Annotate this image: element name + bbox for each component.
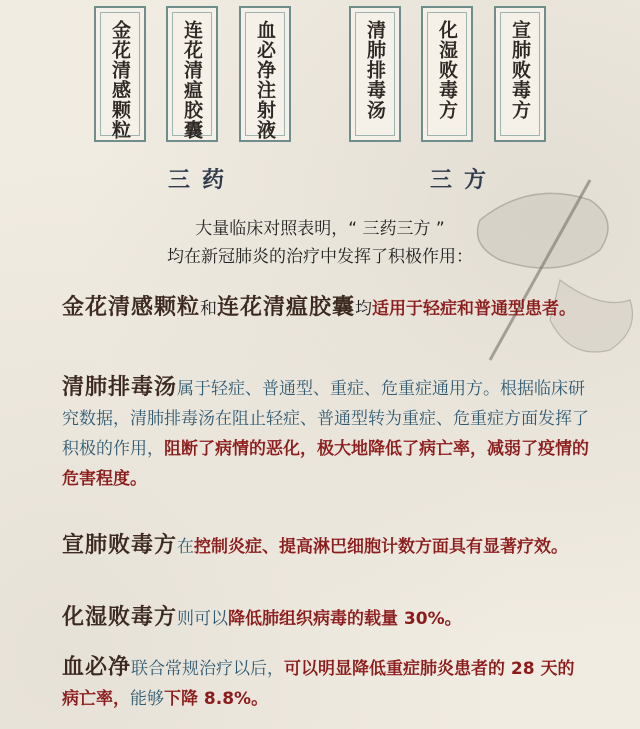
paragraph-qingfei	[62, 372, 590, 494]
drug-name: 化湿败毒方	[62, 604, 178, 630]
card-label: 血必净注射液	[254, 20, 276, 140]
card-label: 宣肺败毒方	[509, 20, 531, 120]
card-label: 化湿败毒方	[436, 20, 458, 120]
text: 属于轻症、普通型、重症、危重症通用方。根据临床研究数据，清肺排毒汤在阻止轻症、普通型转为重症、危重症方面发挥了积极的作用，	[62, 379, 589, 459]
paragraph-huashi	[62, 602, 590, 634]
label-three-drugs: 三药	[168, 167, 237, 193]
text: 联合常规治疗以后，	[131, 659, 285, 679]
card-qingfei	[349, 6, 401, 142]
text: 均	[355, 299, 373, 319]
text: 在	[177, 537, 195, 557]
paragraph-jinhua-lianhua	[62, 292, 590, 324]
highlight-text: 下降 8.8%。	[164, 689, 269, 709]
intro-line-1: 大量临床对照表明，“ 三药三方 ”	[195, 219, 445, 239]
drug-name: 血必净	[62, 654, 132, 680]
card-label: 清肺排毒汤	[364, 20, 386, 120]
card-huashi	[421, 6, 473, 142]
text: 则可以	[177, 609, 229, 629]
card-jinhua	[94, 6, 146, 142]
intro-line-2: 均在新冠肺炎的治疗中发挥了积极作用：	[167, 247, 473, 267]
paragraph-xuanfei	[62, 530, 590, 562]
paragraph-xuebijing	[62, 652, 590, 714]
drug-name: 连花清瘟胶囊	[217, 294, 356, 320]
drug-name: 宣肺败毒方	[62, 532, 178, 558]
highlight-text: 控制炎症、提高淋巴细胞计数方面具有显著疗效。	[194, 537, 569, 557]
text: 能够	[130, 689, 164, 709]
connector-text: 和	[200, 299, 218, 319]
card-label: 金花清感颗粒	[109, 20, 131, 140]
card-label: 连花清瘟胶囊	[181, 20, 203, 140]
highlight-text: 阻断了病情的恶化，极大地降低了病亡率，减弱了疫情的危害程度。	[62, 439, 589, 489]
card-xuanfei	[494, 6, 546, 142]
card-xuebijing	[239, 6, 291, 142]
drug-name: 清肺排毒汤	[62, 374, 178, 400]
highlight-text: 适用于轻症和普通型患者。	[372, 299, 577, 319]
label-three-formulas: 三方	[430, 167, 499, 193]
highlight-text: 降低肺组织病毒的载量 30%。	[228, 609, 462, 629]
highlight-text: 可以明显降低重症肺炎患者的 28 天的病亡率，	[62, 659, 575, 709]
card-lianhua	[166, 6, 218, 142]
drug-name: 金花清感颗粒	[62, 294, 201, 320]
